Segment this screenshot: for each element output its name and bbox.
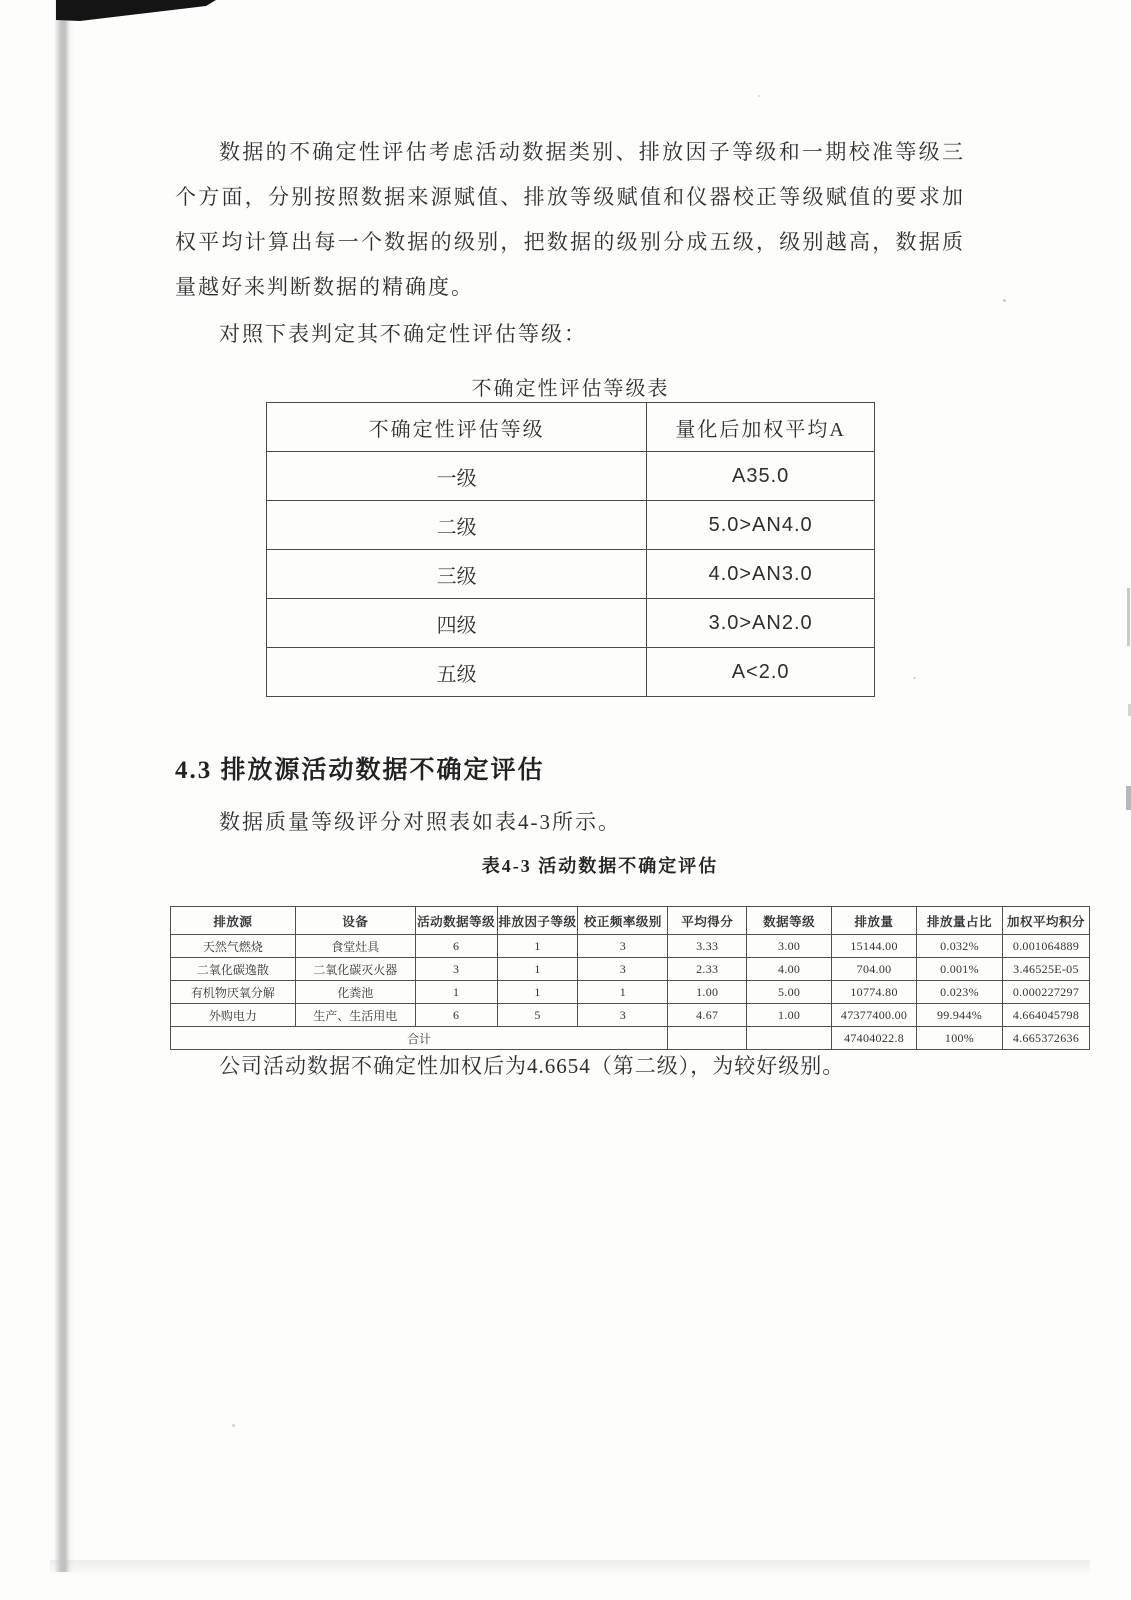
- page-bottom-shadow: [50, 1560, 1090, 1576]
- cell-value: 1.00: [747, 1004, 832, 1027]
- cell-value: 0.000227297: [1002, 981, 1089, 1004]
- uncertainty-table: [266, 402, 875, 697]
- scan-edge-mark: [1126, 786, 1131, 810]
- page-edge-shadow: [54, 0, 74, 1572]
- activity-table-caption: 表4-3 活动数据不确定评估: [481, 856, 719, 876]
- cell-source: 外购电力: [171, 1004, 296, 1027]
- scan-edge-mark: [1127, 588, 1130, 646]
- cell-source: 有机物厌氧分解: [171, 981, 296, 1004]
- cell-value: 1.00: [668, 981, 747, 1004]
- cell-value: 4.67: [668, 1004, 747, 1027]
- cell-value: 10774.80: [832, 981, 917, 1004]
- cell-value: 4.664045798: [1002, 1004, 1089, 1027]
- cell-value: 3: [578, 1004, 668, 1027]
- cell-value: 1: [497, 958, 578, 981]
- paragraph-table-reference: 对照下表判定其不确定性评估等级：: [219, 322, 587, 346]
- table-total-row: [171, 1027, 1090, 1050]
- total-emission-cell: 47404022.8: [832, 1027, 917, 1050]
- cell-value: 0.001064889: [1002, 935, 1089, 958]
- range-cell: 4.0>AN3.0: [647, 550, 875, 599]
- cell-value: 3: [415, 958, 497, 981]
- cell-value: 99.944%: [917, 1004, 1003, 1027]
- table-header-row: [171, 907, 1090, 935]
- header-equipment: 设备: [295, 907, 415, 935]
- range-cell: 5.0>AN4.0: [647, 501, 875, 550]
- cell-value: 2.33: [668, 958, 747, 981]
- cell-value: 3.33: [668, 935, 747, 958]
- cell-value: 47377400.00: [832, 1004, 917, 1027]
- table-row: [171, 1004, 1090, 1027]
- header-cell-level: 不确定性评估等级: [267, 403, 647, 452]
- cell-value: 3.46525E-05: [1002, 958, 1089, 981]
- scan-speck: [1003, 299, 1006, 302]
- cell-equipment: 生产、生活用电: [295, 1004, 415, 1027]
- level-cell: 二级: [267, 501, 647, 550]
- header-data-level: 数据等级: [747, 907, 832, 935]
- cell-source: 二氧化碳逸散: [171, 958, 296, 981]
- header-weighted-average-score: 加权平均积分: [1002, 907, 1089, 935]
- header-emission-amount: 排放量: [832, 907, 917, 935]
- scan-speck: [758, 95, 760, 97]
- table-header-row: [267, 403, 875, 452]
- header-emission-source: 排放源: [171, 907, 296, 935]
- cell-value: 1: [578, 981, 668, 1004]
- level-cell: 一级: [267, 452, 647, 501]
- paragraph-uncertainty-method: 数据的不确定性评估考虑活动数据类别、排放因子等级和一期校准等级三个方面，分别按照数据来源赋值、排放等级赋值和仪器校正等级赋值的要求加权平均计算出每一个数据的级别，把数据的级别分成五级，级别越高，数据质量越好来判断数据的精确度。: [175, 140, 965, 299]
- level-cell: 五级: [267, 648, 647, 697]
- cell-value: 0.032%: [917, 935, 1003, 958]
- cell-value: 5: [497, 1004, 578, 1027]
- total-label-cell: 合计: [171, 1027, 668, 1050]
- header-cell-weighted-a: 量化后加权平均A: [647, 403, 875, 452]
- cell-value: 1: [497, 981, 578, 1004]
- level-cell: 三级: [267, 550, 647, 599]
- header-emission-share: 排放量占比: [917, 907, 1003, 935]
- header-emission-factor-level: 排放因子等级: [497, 907, 578, 935]
- cell-equipment: 二氧化碳灭火器: [295, 958, 415, 981]
- cell-value: 3: [578, 935, 668, 958]
- header-activity-data-level: 活动数据等级: [415, 907, 497, 935]
- cell-equipment: 化粪池: [295, 981, 415, 1004]
- cell-value: 0.001%: [917, 958, 1003, 981]
- table-row: [171, 981, 1090, 1004]
- section-heading: 4.3 排放源活动数据不确定评估: [175, 757, 545, 784]
- range-cell: 3.0>AN2.0: [647, 599, 875, 648]
- cell-value: 0.023%: [917, 981, 1003, 1004]
- cell-value: 4.00: [747, 958, 832, 981]
- cell-value: 3: [578, 958, 668, 981]
- section-intro: 数据质量等级评分对照表如表4-3所示。: [219, 810, 621, 834]
- cell-value: 3.00: [747, 935, 832, 958]
- cell-value: 15144.00: [832, 935, 917, 958]
- table-row: [267, 648, 875, 697]
- table-row: [171, 958, 1090, 981]
- header-average-score: 平均得分: [668, 907, 747, 935]
- table-row: [267, 501, 875, 550]
- empty-cell: [668, 1027, 747, 1050]
- range-cell: A<2.0: [647, 648, 875, 697]
- cell-value: 5.00: [747, 981, 832, 1004]
- level-cell: 四级: [267, 599, 647, 648]
- cell-value: 1: [415, 981, 497, 1004]
- table-row: [267, 550, 875, 599]
- range-cell: A35.0: [647, 452, 875, 501]
- activity-data-table: [170, 906, 1090, 1050]
- scan-speck: [913, 677, 916, 679]
- table-row: [267, 452, 875, 501]
- scan-corner-mark: [56, 0, 221, 26]
- header-calibration-frequency-level: 校正频率级别: [578, 907, 668, 935]
- table-row: [267, 599, 875, 648]
- cell-value: 1: [497, 935, 578, 958]
- cell-equipment: 食堂灶具: [295, 935, 415, 958]
- total-score-cell: 4.665372636: [1002, 1027, 1089, 1050]
- conclusion-text: 公司活动数据不确定性加权后为4.6654（第二级），为较好级别。: [219, 1054, 845, 1078]
- empty-cell: [747, 1027, 832, 1050]
- scan-speck: [232, 1424, 235, 1427]
- cell-value: 704.00: [832, 958, 917, 981]
- cell-value: 6: [415, 935, 497, 958]
- total-share-cell: 100%: [917, 1027, 1003, 1050]
- table-row: [171, 935, 1090, 958]
- cell-source: 天然气燃烧: [171, 935, 296, 958]
- cell-value: 6: [415, 1004, 497, 1027]
- uncertainty-table-title: 不确定性评估等级表: [471, 378, 670, 400]
